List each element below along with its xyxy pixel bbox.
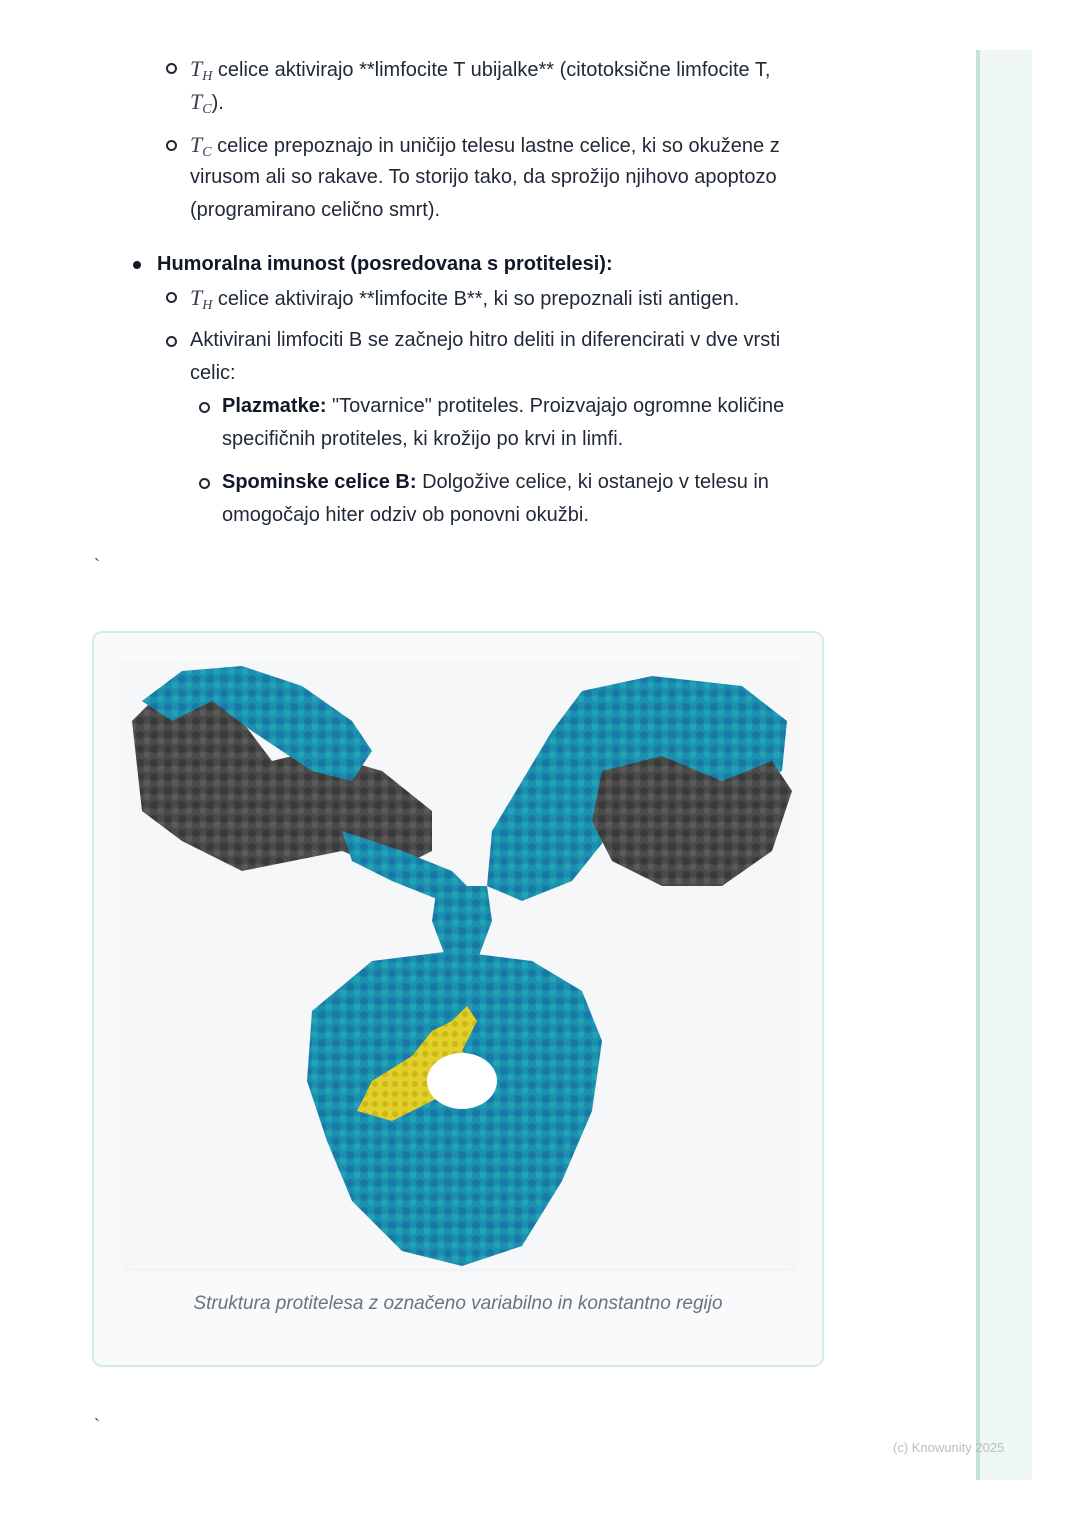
list-item-tc-function: $T_C$ celice prepoznajo in uničijo telesu lastne celice, ki so okužene z bbox=[190, 132, 780, 160]
stray-backtick: ` bbox=[94, 1416, 100, 1436]
sidebar-divider bbox=[976, 50, 980, 1480]
figure-card bbox=[92, 631, 824, 1367]
list-item-line: omogočajo hiter odziv ob ponovni okužbi. bbox=[222, 504, 589, 526]
list-bullet bbox=[166, 336, 177, 347]
list-item-line: virusom ali so rakave. To storijo tako, da sprožijo njihovo apoptozo bbox=[190, 166, 777, 188]
math-symbol: $T_C$ bbox=[190, 89, 212, 117]
fc-region bbox=[307, 951, 602, 1266]
list-bullet bbox=[199, 402, 210, 413]
hinge-region bbox=[432, 886, 492, 961]
sublist-item-plasma-cells: Plazmatke: "Tovarnice" protiteles. Proizvajajo ogromne količine bbox=[222, 395, 785, 417]
section-heading-humoral: Humoralna imunost (posredovana s protitelesi): bbox=[157, 253, 613, 275]
list-item-b-differentiation: Aktivirani limfociti B se začnejo hitro deliti in diferencirati v dve vrsti bbox=[190, 329, 781, 351]
list-bullet bbox=[199, 478, 210, 489]
fc-cavity bbox=[427, 1053, 497, 1109]
list-bullet bbox=[166, 292, 177, 303]
list-item-continuation: $T_C$). bbox=[190, 89, 224, 117]
list-item-line: celic: bbox=[190, 362, 236, 384]
list-bullet bbox=[133, 261, 141, 269]
list-item-line: specifičnih protiteles, ki krožijo po krvi in limfi. bbox=[222, 428, 624, 450]
figure-caption: Struktura protitelesa z označeno variabilno in konstantno regijo bbox=[193, 1293, 723, 1314]
math-symbol: $T_H$ bbox=[190, 56, 213, 84]
list-bullet bbox=[166, 63, 177, 74]
math-symbol: $T_H$ bbox=[190, 285, 213, 313]
list-item-line: (programirano celično smrt). bbox=[190, 199, 441, 221]
antibody-illustration bbox=[122, 661, 798, 1269]
list-bullet bbox=[166, 140, 177, 151]
copyright-footer: (c) Knowunity 2025 bbox=[893, 1440, 1005, 1455]
stray-backtick: ` bbox=[94, 556, 100, 576]
sidebar-panel bbox=[976, 50, 1032, 1480]
light-chain-right bbox=[592, 756, 792, 886]
antibody-image bbox=[122, 661, 798, 1269]
sublist-item-memory-cells: Spominske celice B: Dolgožive celice, ki ostanejo v telesu in bbox=[222, 471, 769, 493]
list-item-b-activation: $T_H$ celice aktivirajo **limfocite B**, ki so prepoznali isti antigen. bbox=[190, 285, 740, 313]
list-item-th-activation: $T_H$ celice aktivirajo **limfocite T ubijalke** (citotoksične limfocite T, bbox=[190, 56, 771, 84]
math-symbol: $T_C$ bbox=[190, 132, 212, 160]
